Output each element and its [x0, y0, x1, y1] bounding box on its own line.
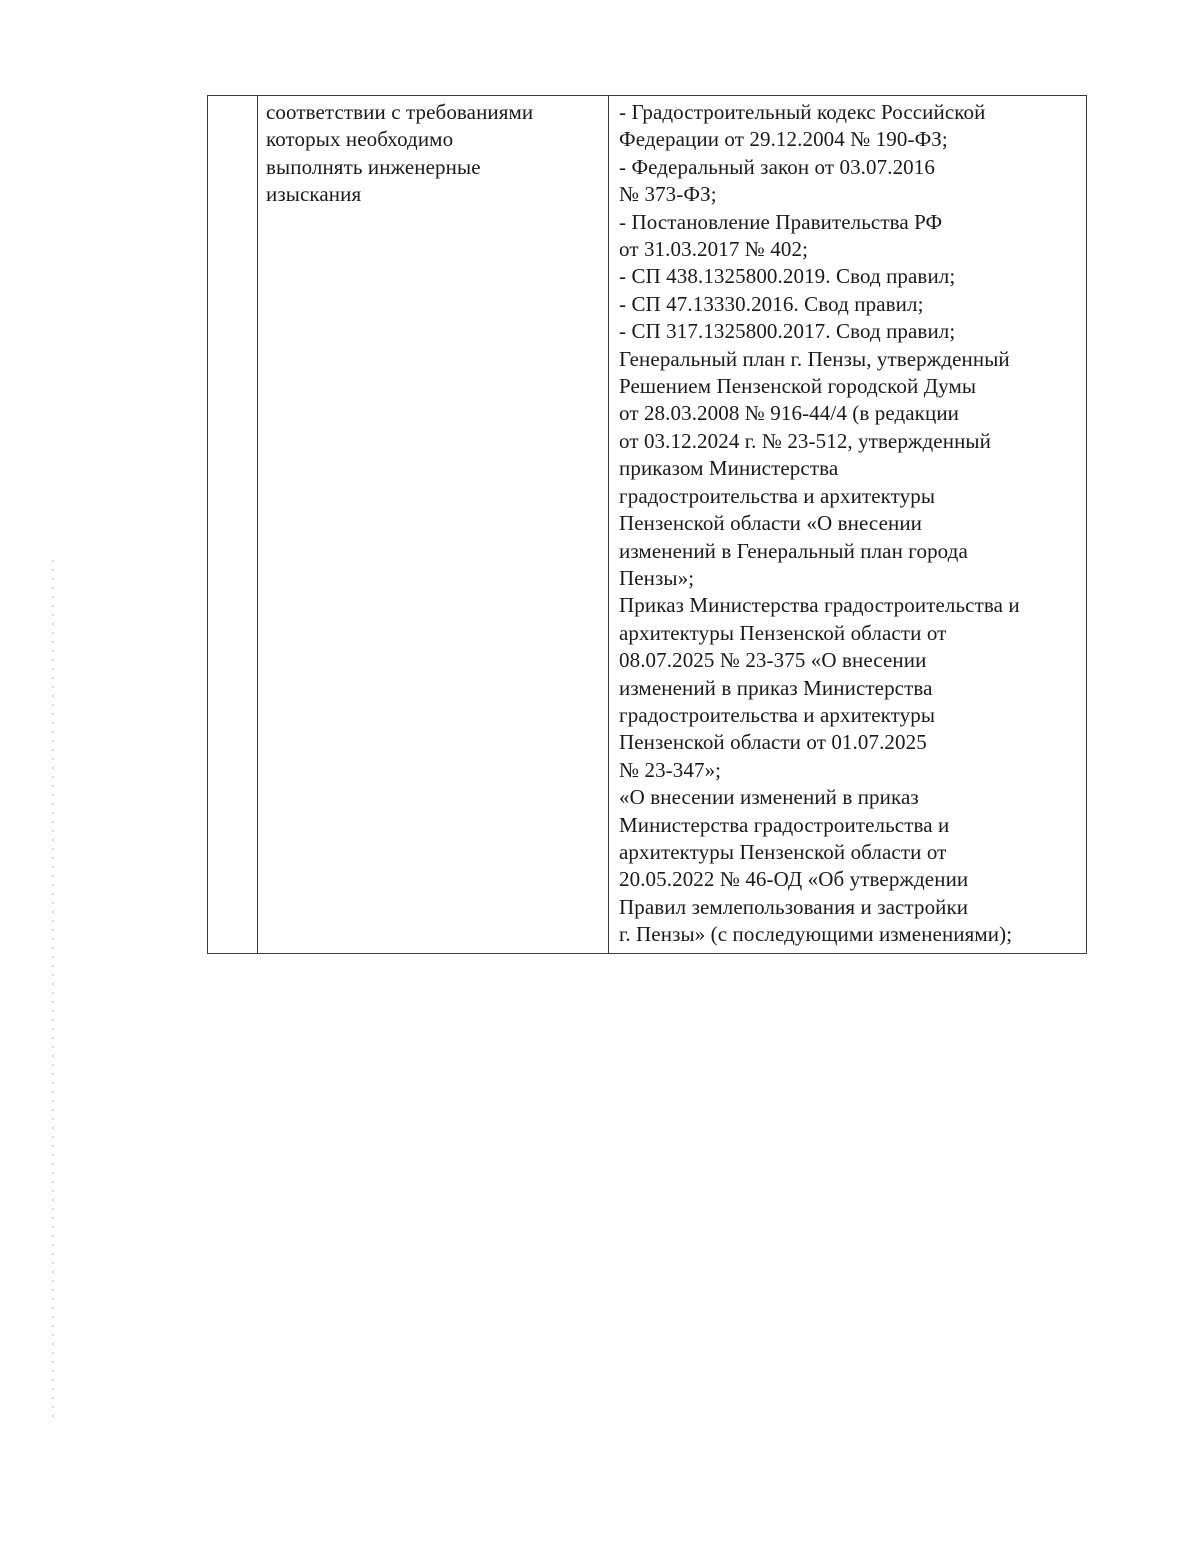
regulatory-documents-text [609, 96, 1086, 953]
requirement-name-text [258, 96, 608, 209]
text-line: от 28.03.2008 № 916-44/4 (в редакции [619, 401, 959, 426]
text-line: которых необходимо [266, 127, 454, 152]
text-line: от 03.12.2024 г. № 23-512, утвержденный [619, 428, 991, 453]
text-line: от 31.03.2017 № 402; [619, 237, 809, 262]
text-line: Генеральный план г. Пензы, утвержденный [619, 346, 1010, 371]
text-line: изменений в приказ Министерства [619, 675, 933, 700]
text-line: Пензенской области «О внесении [619, 511, 922, 536]
requirement-name-cell [258, 96, 609, 954]
regulatory-documents-cell [609, 96, 1087, 954]
text-line: градостроительства и архитектуры [619, 483, 936, 508]
text-line: архитектуры Пензенской области от [619, 620, 947, 645]
text-line: - СП 438.1325800.2019. Свод правил; [619, 264, 956, 289]
text-line: приказом Министерства [619, 456, 839, 481]
text-line: - СП 317.1325800.2017. Свод правил; [619, 319, 956, 344]
text-line: изыскания [266, 182, 362, 207]
text-line: Приказ Министерства градостроительства и [619, 593, 1020, 618]
requirements-table [207, 95, 1087, 954]
text-line: г. Пензы» (с последующими изменениями); [619, 922, 1013, 947]
text-line: № 23-347»; [619, 757, 722, 782]
text-line: соответствии с требованиями [266, 100, 534, 124]
row-number-cell [208, 96, 258, 954]
text-line: - Постановление Правительства РФ [619, 209, 943, 234]
text-line: Министерства градостроительства и [619, 812, 950, 837]
text-line: 08.07.2025 № 23-375 «О внесении [619, 648, 927, 673]
text-line: «О внесении изменений в приказ [619, 785, 919, 810]
text-line: Пензы»; [619, 565, 695, 590]
text-line: Федерации от 29.12.2004 № 190-ФЗ; [619, 127, 948, 152]
text-line: № 373-ФЗ; [619, 182, 717, 207]
text-line: - Градостроительный кодекс Российской [619, 100, 986, 124]
text-line: градостроительства и архитектуры [619, 702, 936, 727]
scan-margin-marks [52, 560, 54, 1420]
text-line: Пензенской области от 01.07.2025 [619, 730, 927, 755]
text-line: Решением Пензенской городской Думы [619, 374, 977, 399]
text-line: Правил землепользования и застройки [619, 894, 969, 919]
text-line: - СП 47.13330.2016. Свод правил; [619, 291, 924, 316]
text-line: архитектуры Пензенской области от [619, 839, 947, 864]
text-line: 20.05.2022 № 46-ОД «Об утверждении [619, 867, 969, 892]
text-line: изменений в Генеральный план города [619, 538, 968, 563]
table-row [208, 96, 1087, 954]
text-line: - Федеральный закон от 03.07.2016 [619, 154, 935, 179]
text-line: выполнять инженерные [266, 154, 481, 179]
